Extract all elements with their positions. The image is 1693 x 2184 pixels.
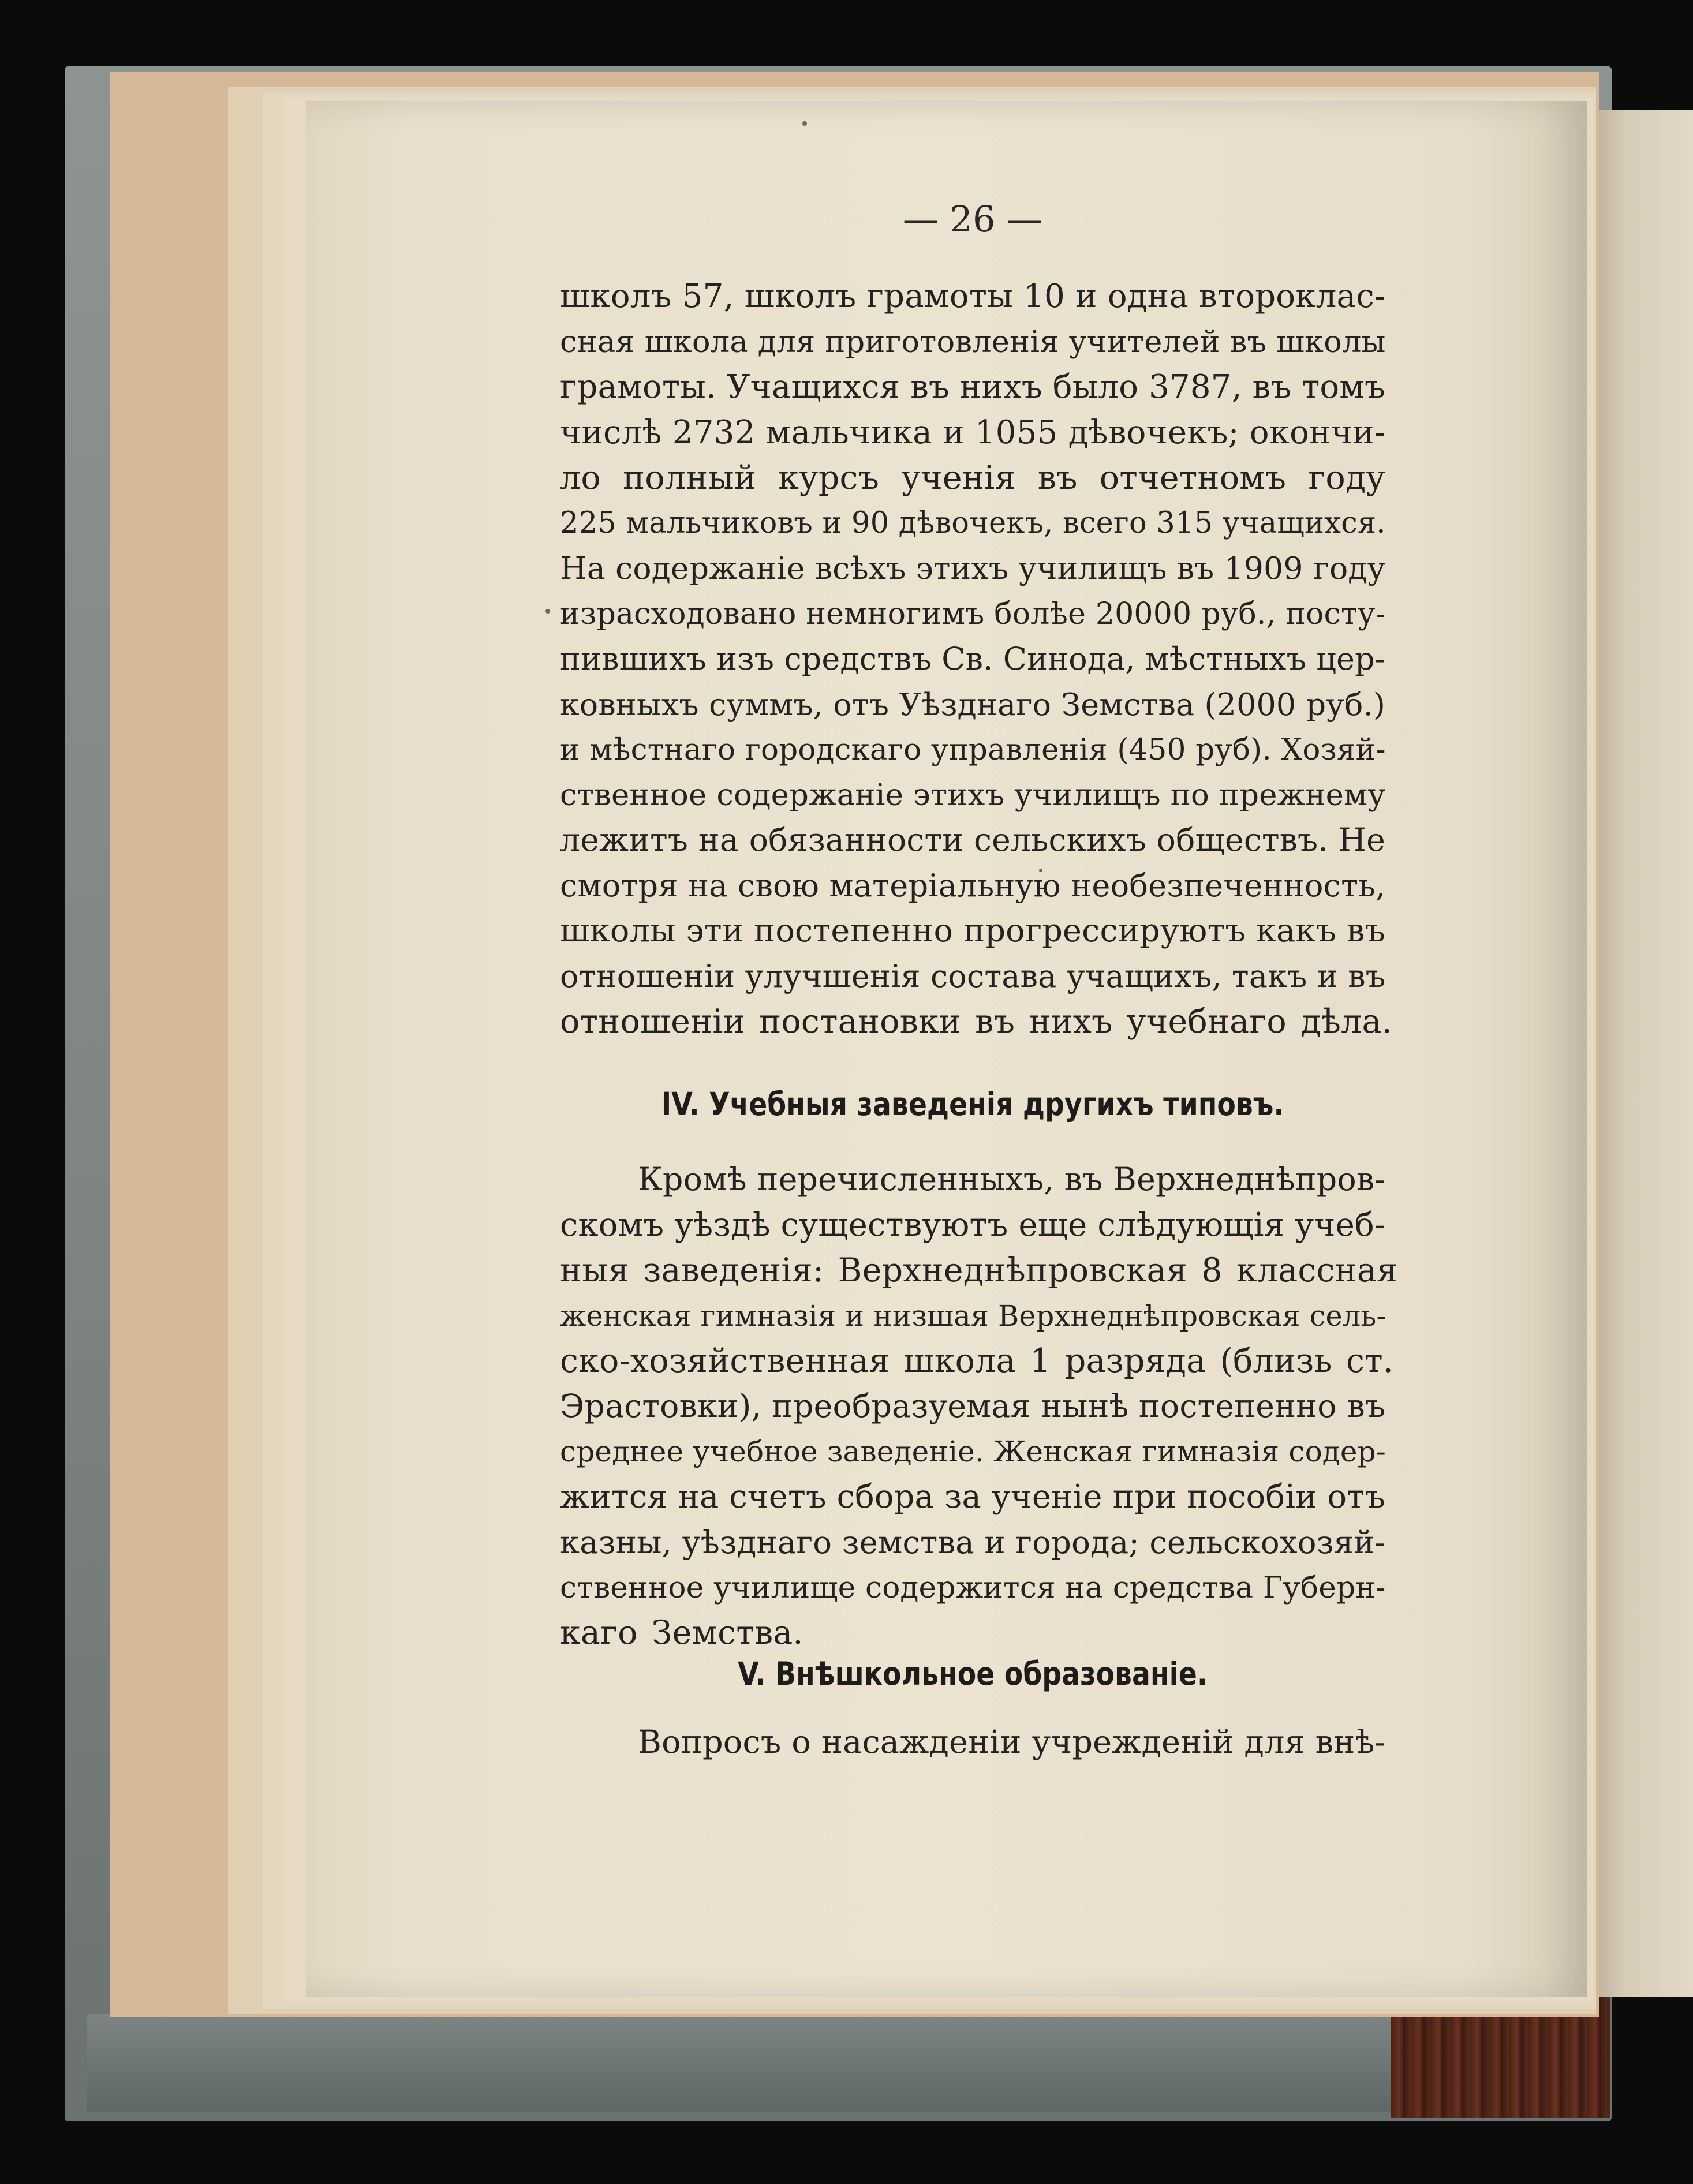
text-line: 225 мальчиковъ и 90 дѣвочекъ, всего 315 учащихся.: [560, 506, 1386, 540]
section-heading-iv: IV. Учебныя заведенія другихъ типовъ.: [661, 1086, 1284, 1123]
text-line: ственное содержаніе этихъ училищъ по прежнему: [560, 777, 1386, 813]
text-line: Вопросъ о насажденіи учрежденій для внѣ-: [638, 1723, 1386, 1761]
text-line: и мѣстнаго городскаго управленія (450 руб). Хозяй-: [560, 732, 1386, 767]
page-number: — 26 —: [902, 198, 1043, 240]
text-line: каго Земства.: [560, 1614, 803, 1652]
text-line: жится на счетъ сбора за ученіе при пособіи отъ: [560, 1478, 1385, 1516]
paragraph-schools: [560, 274, 1393, 1045]
text-line: скомъ уѣздѣ существуютъ еще слѣдующія учеб-: [560, 1206, 1385, 1244]
text-line: женская гимназія и низшая Верхнеднѣпровская сель-: [560, 1299, 1386, 1333]
section-heading-v: V. Внѣшкольное образованіе.: [738, 1655, 1208, 1692]
text-line: израсходовано немногимъ болѣе 20000 руб., посту-: [560, 596, 1386, 631]
text-line: казны, уѣзднаго земства и города; сельскохозяй-: [560, 1524, 1386, 1561]
text-line: отношеніи улучшенія состава учащихъ, такъ и въ: [560, 958, 1386, 994]
text-line: ло полный курсъ ученія въ отчетномъ году: [560, 459, 1385, 497]
text-line: школъ 57, школъ грамоты 10 и одна второклас-: [560, 278, 1386, 315]
text-line: ско-хозяйственная школа 1 разряда (близь ст.: [560, 1342, 1394, 1380]
book-page: [306, 101, 1587, 1997]
text-line: отношеніи постановки въ нихъ учебнаго дѣла.: [560, 1003, 1393, 1041]
text-line: среднее учебное заведеніе. Женская гимназія содер-: [560, 1435, 1386, 1468]
text-line: пившихъ изъ средствъ Св. Синода, мѣстныхъ цер-: [560, 641, 1386, 677]
text-line: ныя заведенія: Верхнеднѣпровская 8 классная: [560, 1251, 1398, 1289]
paragraph-extracurricular: [560, 1720, 1385, 1766]
text-line: ственное училище содержится на средства Губерн-: [560, 1570, 1386, 1605]
text-line: Кромѣ перечисленныхъ, въ Верхнеднѣпров-: [638, 1161, 1386, 1198]
paper-speck: [545, 609, 550, 614]
next-page-edge: [1589, 110, 1693, 1997]
text-line: смотря на свою матеріальную необезпеченность,: [560, 867, 1386, 904]
book-cover-edge: [87, 2014, 1443, 2112]
text-line: Эрастовки), преобразуемая нынѣ постепенно въ: [560, 1388, 1386, 1425]
text-line: ковныхъ суммъ, отъ Уѣзднаго Земства (2000 руб.): [560, 686, 1386, 723]
text-line: грамоты. Учащихся въ нихъ было 3787, въ томъ: [560, 368, 1385, 406]
text-line: числѣ 2732 мальчика и 1055 дѣвочекъ; окончи-: [560, 413, 1385, 451]
text-line: школы эти постепенно прогрессируютъ какъ въ: [560, 912, 1385, 949]
paragraph-other-schools: [560, 1157, 1398, 1656]
paper-speck: [802, 121, 807, 126]
text-line: На содержаніе всѣхъ этихъ училищъ въ 1909 году: [560, 550, 1386, 586]
text-line: сная школа для приготовленія учителей въ школы: [560, 324, 1386, 360]
text-line: лежитъ на обязанности сельскихъ обществъ. Не: [560, 822, 1385, 859]
